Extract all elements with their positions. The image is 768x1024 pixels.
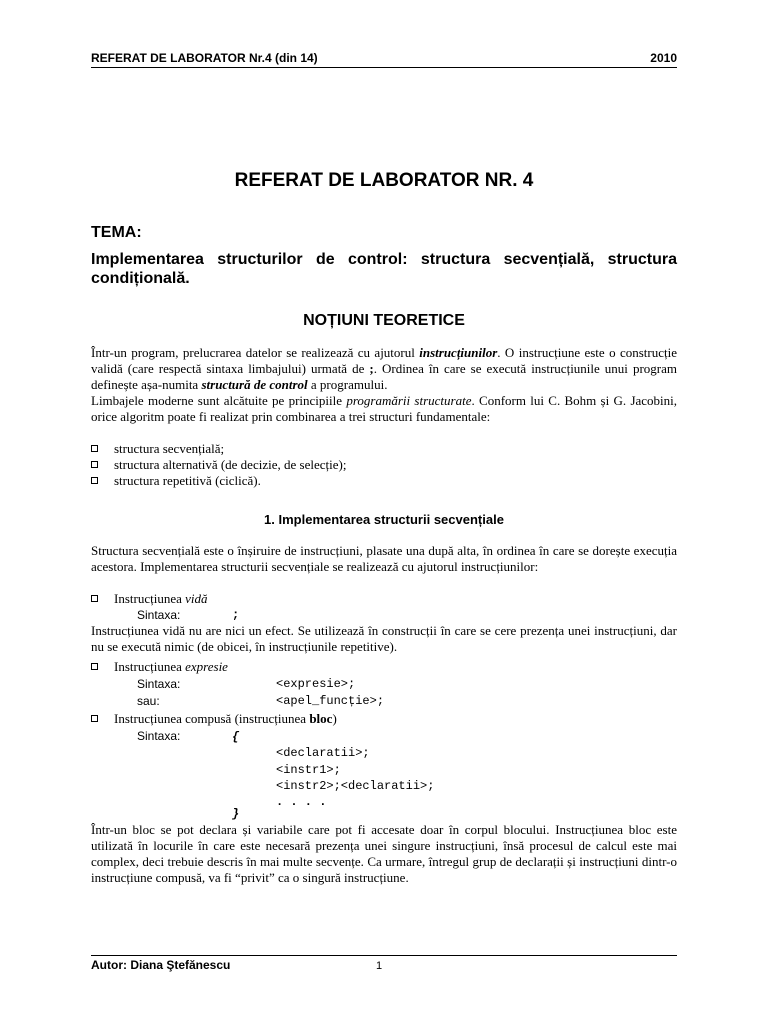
square-bullet-icon	[91, 477, 98, 484]
emphasis-block: bloc	[309, 711, 333, 726]
footer-rule	[91, 955, 677, 956]
list-item	[91, 441, 677, 457]
list-item-text: structura repetitivă (ciclică).	[114, 473, 261, 488]
text-run: Într-un program, prelucrarea datelor se realizează cu ajutorul	[91, 345, 420, 360]
footer-author: Autor: Diana Ştefănescu	[91, 958, 231, 972]
emphasis-structured-programming: programării structurate	[346, 393, 472, 408]
or-label: sau:	[137, 694, 160, 708]
emphasis-instructions: instrucțiunilor	[419, 345, 498, 360]
tema-label: TEMA:	[91, 224, 142, 241]
page-header	[91, 51, 677, 68]
tema-text: Implementarea structurilor de control: structura secvențială, structura condițională.	[91, 251, 677, 287]
emphasis-control-structure: structură de control	[201, 377, 308, 392]
intro-paragraph-1	[91, 345, 677, 393]
expression-instruction-item	[91, 659, 228, 675]
empty-syntax: ;	[232, 608, 240, 622]
syntax-label: Sintaxa:	[137, 608, 181, 622]
text-run: . O instrucțiune este o construcție validă (care respectă sintaxa limbajului) urmată de	[91, 345, 677, 376]
block-close-brace: }	[232, 807, 240, 821]
document-title: REFERAT DE LABORATOR NR. 4	[234, 170, 534, 191]
text-run: Limbajele moderne sunt alcătuite pe principiile	[91, 393, 347, 408]
sequential-intro: Structura secvențială este o înșiruire de instrucțiuni, plasate una după alta, în ordinea în care se dorește execuția acestora. Implementarea structurii secvențiale se realizează cu ajutorul instrucțiunilor:	[91, 543, 677, 574]
intro-paragraph-2	[91, 393, 677, 425]
empty-instruction-item	[91, 591, 208, 607]
text-run: Instrucțiunea compusă (instrucțiunea	[114, 711, 310, 726]
list-item	[91, 473, 677, 489]
square-bullet-icon	[91, 445, 98, 452]
text-run: )	[332, 711, 337, 726]
block-line-ellipsis: . . . .	[276, 795, 327, 809]
structures-list	[91, 441, 677, 489]
section-title: NOȚIUNI TEORETICE	[303, 312, 465, 329]
emphasis-empty: vidă	[185, 591, 208, 606]
block-instruction-item	[91, 711, 337, 727]
empty-description: Instrucțiunea vidă nu are nici un efect. Se utilizează în construcții în care se cere prezența unei instrucțiuni, dar nu se execută nimic (de obicei, în instrucțiunile repetitive).	[91, 623, 677, 654]
text-run: a programului.	[307, 377, 388, 392]
syntax-label: Sintaxa:	[137, 677, 181, 691]
syntax-label: Sintaxa:	[137, 729, 181, 743]
square-bullet-icon	[91, 715, 98, 722]
list-item-text: structura secvențială;	[114, 441, 225, 456]
list-item	[91, 457, 677, 473]
semicolon-mark: ;	[369, 361, 374, 376]
intro-text	[91, 345, 677, 425]
expression-syntax: <expresie>;	[276, 677, 356, 691]
emphasis-expression: expresie	[185, 659, 228, 674]
block-description: Într-un bloc se pot declara și variabile care pot fi accesate doar în corpul blocului. Instrucțiunea bloc este utilizată în locurile în care este necesară prezența unei singure instrucțiuni, însă procesul de calcul este mai complex, deci trebuie descris în mai multe secvențe. Ca urmare, întregul grup de declarații și instrucțiuni dintr-o instrucțiune compusă, va fi “privit” ca o singură instrucțiune.	[91, 822, 677, 885]
subsection-title: 1. Implementarea structurii secvențiale	[264, 512, 504, 527]
block-line-instr1: <instr1>;	[276, 763, 341, 777]
text-run: . Ordinea în care se execută instrucțiunile unui program definește așa-numita	[91, 361, 677, 392]
square-bullet-icon	[91, 595, 98, 602]
block-line-instr2: <instr2>;<declaratii>;	[276, 779, 435, 793]
function-call-syntax: <apel_funcție>;	[276, 694, 385, 708]
header-year: 2010	[650, 51, 677, 65]
square-bullet-icon	[91, 663, 98, 670]
text-run: . Conform lui C. Bohm și G. Jacobini, orice algoritm poate fi realizat prin combinarea a trei structuri fundamentale:	[91, 393, 678, 424]
page-number: 1	[376, 960, 383, 972]
block-line-declarations: <declaratii>;	[276, 746, 370, 760]
block-open-brace: {	[232, 730, 240, 744]
header-title: REFERAT DE LABORATOR Nr.4 (din 14)	[91, 51, 318, 65]
list-item-text: structura alternativă (de decizie, de selecție);	[114, 457, 347, 472]
text-run: Instrucțiunea	[114, 591, 186, 606]
square-bullet-icon	[91, 461, 98, 468]
text-run: Instrucțiunea	[114, 659, 186, 674]
